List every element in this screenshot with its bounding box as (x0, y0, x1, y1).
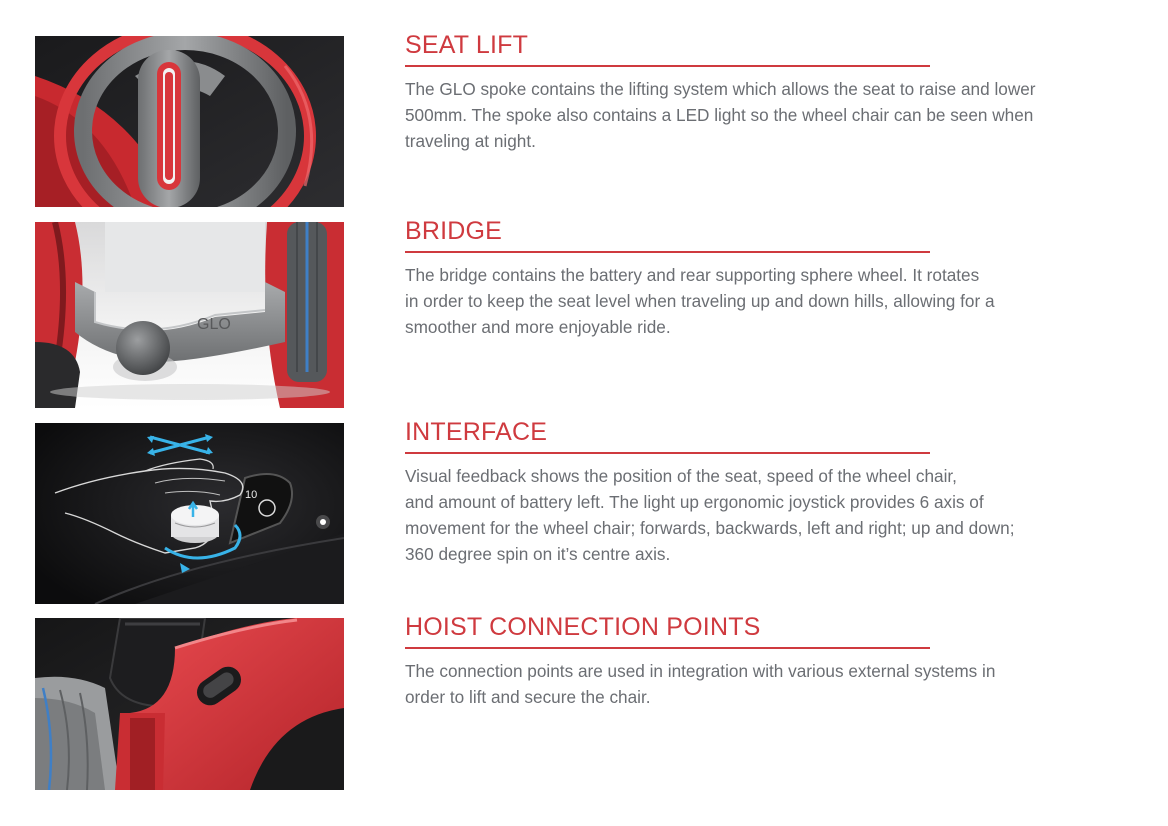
section-interface (405, 418, 1105, 567)
section-title: HOIST CONNECTION POINTS (405, 613, 761, 641)
section-bridge (405, 217, 1105, 340)
bridge-image (35, 222, 344, 408)
section-body: The bridge contains the battery and rear supporting sphere wheel. It rotates in order to keep the seat level when traveling up and down hills, allowing for a smoother and more enjoyable ride. (405, 264, 995, 337)
display-speed: 10 (245, 489, 258, 501)
section-hoist (405, 613, 1105, 710)
seat-lift-image (35, 36, 344, 207)
hoist-image (35, 618, 344, 790)
section-divider (405, 647, 930, 649)
section-title: SEAT LIFT (405, 31, 529, 59)
section-divider (405, 65, 930, 67)
section-body: The connection points are used in integration with various external systems in order to lift and secure the chair. (405, 660, 996, 707)
section-divider (405, 251, 930, 253)
glo-logo: GLO (197, 316, 231, 333)
section-title: INTERFACE (405, 418, 548, 446)
section-body: The GLO spoke contains the lifting system which allows the seat to raise and lower 500mm. The spoke also contains a LED light so the wheel chair can be seen when traveling at night. (405, 78, 1036, 151)
section-title: BRIDGE (405, 217, 503, 245)
section-seat-lift (405, 31, 1105, 154)
section-divider (405, 452, 930, 454)
interface-image (35, 423, 344, 604)
section-body: Visual feedback shows the position of the seat, speed of the wheel chair, and amount of battery left. The light up ergonomic joystick provides 6 axis of movement for the wheel chair; forwards, backwards, left and right; up and down; 360 degree spin on it’s centre axis. (405, 465, 1015, 564)
